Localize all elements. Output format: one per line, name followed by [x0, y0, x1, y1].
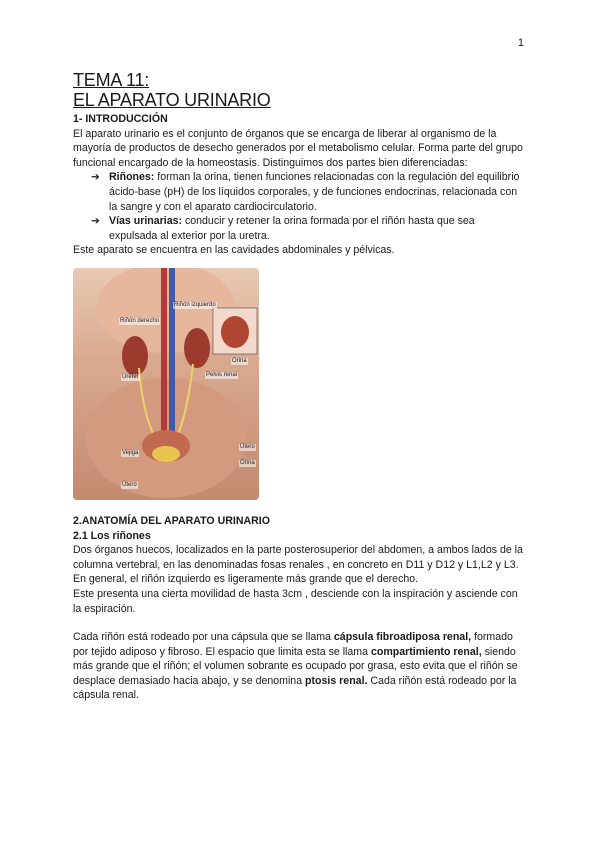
- list-term: Riñones:: [109, 171, 155, 184]
- urinary-system-illustration: [73, 268, 259, 500]
- intro-paragraph: El aparato urinario es el conjunto de órganos que se encarga de liberar al organismo de la mayoría de productos de desecho generados por el metabolismo celular. Forma parte del grupo funcional encargado de la homeostasis. Distinguimos dos partes bien diferenciadas:: [73, 127, 523, 169]
- title-line-1: TEMA 11:: [73, 70, 150, 90]
- text-run: Cada riñón está rodeado por la cápsula renal.: [73, 674, 517, 702]
- text-run: formado por tejido adiposo y fibroso. El espacio que limita esta se llama: [73, 631, 513, 658]
- intro-heading: 1- INTRODUCCIÓN: [73, 113, 168, 125]
- label-utero: Útero: [240, 443, 255, 450]
- intro-list: [73, 170, 525, 243]
- label-orina: Orina: [240, 459, 255, 466]
- anatomy-drawing: [73, 268, 259, 500]
- label-ureter: Uréter: [122, 373, 139, 380]
- section2-paragraph-2: En general, el riñón izquierdo es ligeramente más grande que el derecho.: [73, 573, 419, 586]
- bold-term: cápsula fibroadiposa renal,: [333, 631, 472, 644]
- list-text: forman la orina, tienen funciones relacionadas con la regulación del equilibrio ácido-base (pH) de los líquidos corporales, y de funciones endocrinas, relacionada con la sangre y con el aparato cardiocirculatorio.: [109, 171, 520, 213]
- bold-term: compartimiento renal,: [370, 645, 482, 658]
- section2-paragraph-1: Dos órganos huecos, localizados en la parte posterosuperior del abdomen, a ambos lados de la columna vertebral, en las denominadas fosas renales , en concreto en D11 y D12 y L1,L2 y L3.: [73, 544, 523, 571]
- section2-subheading: 2.1 Los riñones: [73, 529, 151, 542]
- arrow-right-icon: ➔: [91, 215, 100, 228]
- title-line-2: EL APARATO URINARIO: [73, 90, 271, 110]
- label-utero-2: Útero: [122, 481, 137, 488]
- label-pelvis-renal: Pelvis renal: [206, 371, 238, 378]
- page-number: 1: [517, 37, 524, 49]
- document-body: [73, 70, 525, 703]
- section2-paragraph-4: [73, 630, 525, 703]
- label-rinon-izquierdo: Riñón izquierdo: [174, 301, 216, 308]
- list-item-rinones: [91, 170, 525, 214]
- label-rinon-derecho: Riñón derecho: [120, 317, 160, 324]
- bold-term: ptosis renal.: [305, 674, 368, 687]
- section2-heading: 2.ANATOMÍA DEL APARATO URINARIO: [73, 514, 270, 527]
- list-text: conducir y retener la orina formada por el riñón hasta que sea expulsada al exterior por la uretra.: [109, 215, 475, 242]
- list-term: Vías urinarias:: [109, 215, 183, 228]
- arrow-right-icon: ➔: [91, 171, 100, 184]
- text-run: Cada riñón está rodeado por una cápsula que se llama: [73, 631, 334, 644]
- label-orina-small: Orina: [232, 357, 247, 364]
- section2-paragraph-3: Este presenta una cierta movilidad de hasta 3cm , desciende con la inspiración y asciende con la espiración.: [73, 587, 518, 615]
- list-item-vias: [91, 214, 525, 243]
- label-vejiga: Vejiga: [122, 449, 139, 456]
- intro-closing: Este aparato se encuentra en las cavidades abdominales y pélvicas.: [73, 244, 395, 257]
- text-run: siendo más grande que el riñón; el volumen sobrante es ocupado por grasa, esto evita que el riñón se desplace demasiado hacia abajo, y se denomina: [73, 645, 518, 687]
